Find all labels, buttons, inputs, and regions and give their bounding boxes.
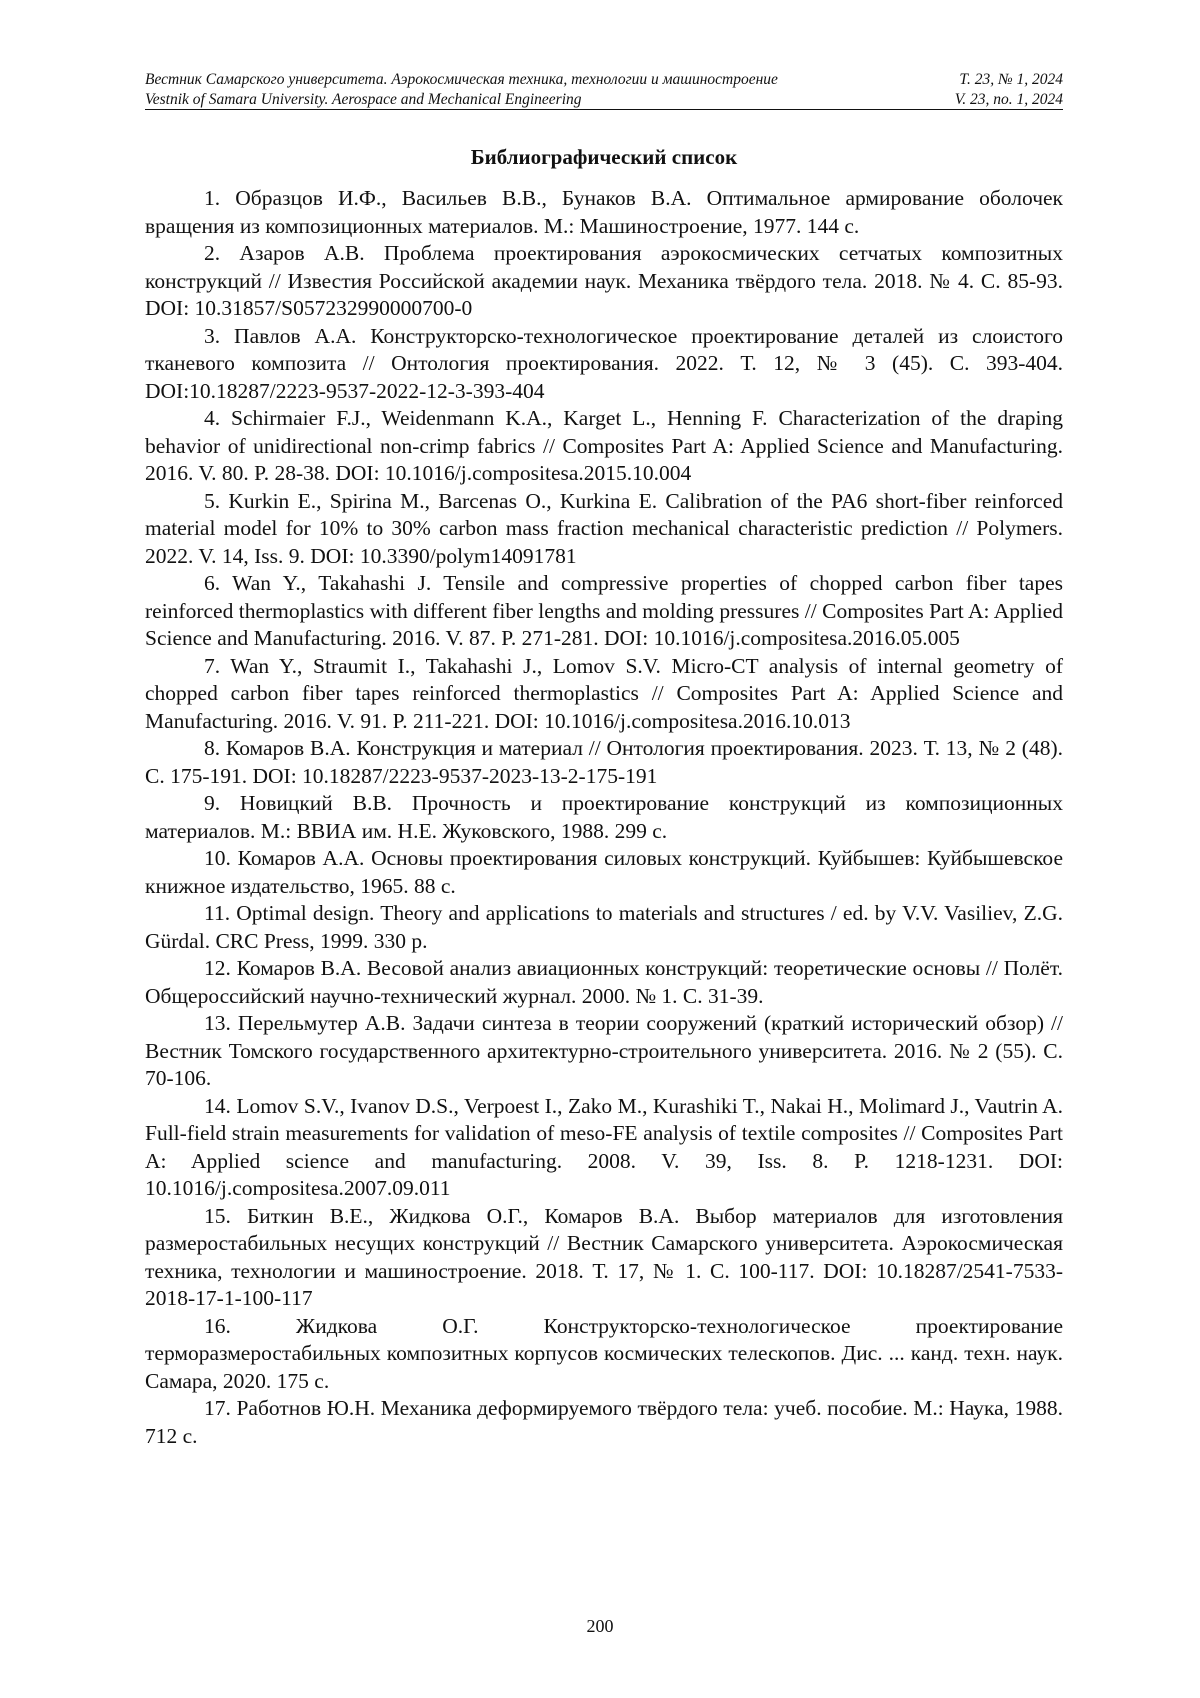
reference-item: 12. Комаров В.А. Весовой анализ авиационных конструкций: теоретические основы // Полёт. Общероссийский научно-технический журнал. 2000. № 1. С. 31-39.	[145, 955, 1063, 1010]
reference-item: 5. Kurkin E., Spirina M., Barcenas O., Kurkina E. Calibration of the PA6 short-fiber reinforced material model for 10% to 30% carbon mass fraction mechanical characteristic prediction // Polymers. 2022. V. 14, Iss. 9. DOI: 10.3390/polym14091781	[145, 488, 1063, 571]
reference-item: 11. Optimal design. Theory and applications to materials and structures / ed. by V.V. Vasiliev, Z.G. Gürdal. CRC Press, 1999. 330 p.	[145, 900, 1063, 955]
journal-title-en: Vestnik of Samara University. Aerospace and Mechanical Engineering	[145, 90, 582, 109]
reference-item: 13. Перельмутер А.В. Задачи синтеза в теории сооружений (краткий исторический обзор) // Вестник Томского государственного архитектурно-строительного университета. 2016. № 2 (55). С. 70-106.	[145, 1010, 1063, 1093]
reference-item: 15. Биткин В.Е., Жидкова О.Г., Комаров В.А. Выбор материалов для изготовления размеростабильных несущих конструкций // Вестник Самарского университета. Аэрокосмическая техника, технологии и машиностроение. 2018. Т. 17, № 1. С. 100-117. DOI: 10.18287/2541-7533-2018-17-1-100-117	[145, 1203, 1063, 1313]
section-title: Библиографический список	[145, 143, 1063, 171]
running-header	[145, 70, 1063, 110]
header-row-en	[145, 90, 1063, 110]
reference-item: 17. Работнов Ю.Н. Механика деформируемого твёрдого тела: учеб. пособие. М.: Наука, 1988. 712 с.	[145, 1395, 1063, 1450]
journal-page	[0, 0, 1200, 1698]
reference-item: 16. Жидкова О.Г. Конструкторско-технологическое проектирование терморазмеростабильных композитных корпусов космических телескопов. Дис. ... канд. техн. наук. Самара, 2020. 175 с.	[145, 1313, 1063, 1396]
reference-item: 6. Wan Y., Takahashi J. Tensile and compressive properties of chopped carbon fiber tapes reinforced thermoplastics with different fiber lengths and molding pressures // Composites Part A: Applied Science and Manufacturing. 2016. V. 87. P. 271-281. DOI: 10.1016/j.compositesa.2016.05.005	[145, 570, 1063, 653]
reference-item: 3. Павлов А.А. Конструкторско-технологическое проектирование деталей из слоистого тканевого композита // Онтология проектирования. 2022. Т. 12, № 3 (45). С. 393-404. DOI:10.18287/2223-9537-2022-12-3-393-404	[145, 323, 1063, 406]
reference-item: 9. Новицкий В.В. Прочность и проектирование конструкций из композиционных материалов. М.: ВВИА им. Н.Е. Жуковского, 1988. 299 с.	[145, 790, 1063, 845]
reference-item: 4. Schirmaier F.J., Weidenmann K.A., Karget L., Henning F. Characterization of the draping behavior of unidirectional non-crimp fabrics // Composites Part A: Applied Science and Manufacturing. 2016. V. 80. P. 28-38. DOI: 10.1016/j.compositesa.2015.10.004	[145, 405, 1063, 488]
header-row-ru	[145, 70, 1063, 90]
journal-title-ru: Вестник Самарского университета. Аэрокосмическая техника, технологии и машиностроение	[145, 70, 778, 90]
reference-item: 1. Образцов И.Ф., Васильев В.В., Бунаков В.А. Оптимальное армирование оболочек вращения из композиционных материалов. М.: Машиностроение, 1977. 144 с.	[145, 185, 1063, 240]
reference-list	[145, 185, 1063, 1450]
volume-info-ru: Т. 23, № 1, 2024	[959, 70, 1063, 90]
reference-item: 10. Комаров А.А. Основы проектирования силовых конструкций. Куйбышев: Куйбышевское книжное издательство, 1965. 88 с.	[145, 845, 1063, 900]
reference-item: 2. Азаров А.В. Проблема проектирования аэрокосмических сетчатых композитных конструкций // Известия Российской академии наук. Механика твёрдого тела. 2018. № 4. С. 85-93. DOI: 10.31857/S057232990000700-0	[145, 240, 1063, 323]
page-number: 200	[0, 1615, 1200, 1637]
reference-item: 7. Wan Y., Straumit I., Takahashi J., Lomov S.V. Micro-CT analysis of internal geometry of chopped carbon fiber tapes reinforced thermoplastics // Composites Part A: Applied Science and Manufacturing. 2016. V. 91. P. 211-221. DOI: 10.1016/j.compositesa.2016.10.013	[145, 653, 1063, 736]
reference-item: 14. Lomov S.V., Ivanov D.S., Verpoest I., Zako M., Kurashiki T., Nakai H., Molimard J., Vautrin A. Full-field strain measurements for validation of meso-FE analysis of textile composites // Composites Part A: Applied science and manufacturing. 2008. V. 39, Iss. 8. P. 1218-1231. DOI: 10.1016/j.compositesa.2007.09.011	[145, 1093, 1063, 1203]
reference-item: 8. Комаров В.А. Конструкция и материал // Онтология проектирования. 2023. Т. 13, № 2 (48). С. 175-191. DOI: 10.18287/2223-9537-2023-13-2-175-191	[145, 735, 1063, 790]
volume-info-en: V. 23, no. 1, 2024	[955, 90, 1063, 109]
